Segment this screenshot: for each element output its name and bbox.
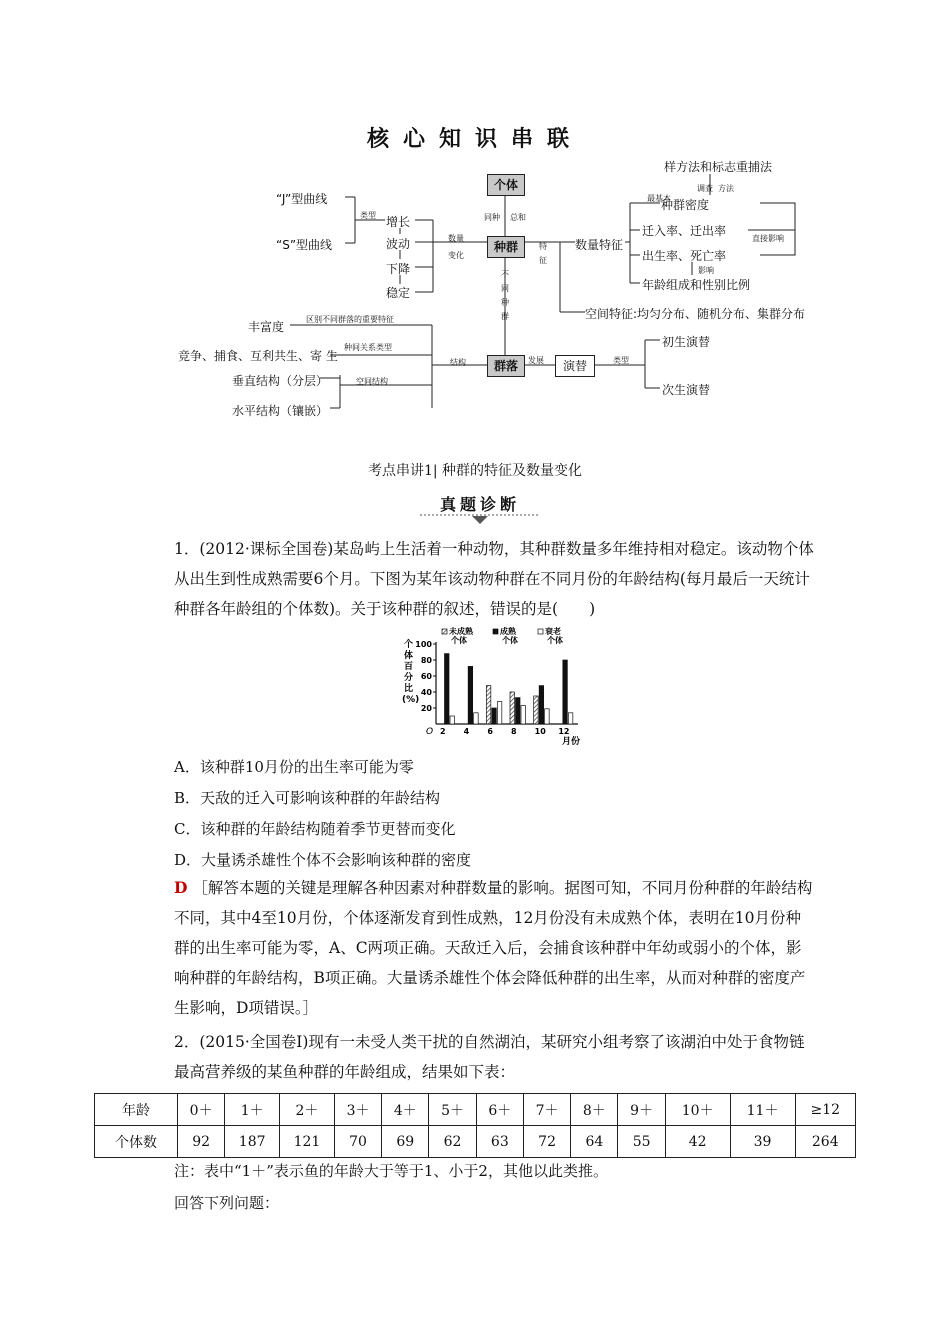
- birth-death-label: 出生率、死亡率: [642, 249, 727, 263]
- y-tick-label: 60: [420, 672, 432, 681]
- bar-0-10: [534, 696, 539, 724]
- spatial-structure-label: 空间结构: [356, 377, 388, 386]
- curve-type-label: 类型: [360, 211, 376, 220]
- count-cell: 69: [382, 1126, 429, 1158]
- age-cell: 5＋: [429, 1094, 476, 1126]
- bar-1-8: [516, 698, 521, 724]
- q1-explanation: ［解答本题的关键是理解各种因素对种群数量的影响。据图可知，不同月份种群的年龄结构不同，其中4至10月份，个体逐渐发育到性成熟，12月份没有未成熟个体，表明在10月份种群的出生率可能为零，A、C两项正确。天敌迁入后，会捕食该种群中年幼或弱小的个体，影响种群的年龄结构，B项正确。大量诱杀雄性个体会降低种群的出生率，从而对种群的密度产生影响，D项错误。］: [174, 879, 813, 1017]
- section-heading: 考点串讲1| 种群的特征及数量变化: [367, 463, 583, 479]
- structure-label: 结构: [450, 358, 466, 367]
- most-basic-label: 最基本: [647, 194, 671, 203]
- spatial-feature-label: 空间特征:均匀分布、随机分布、集群分布: [585, 307, 806, 321]
- vertical-structure-label: 垂直结构（分层）: [232, 374, 329, 388]
- x-tick-label: 6: [487, 727, 493, 736]
- bar-0-8: [510, 692, 515, 724]
- age-cell: 4＋: [382, 1094, 429, 1126]
- bar-0-6: [486, 686, 491, 724]
- age-cell: 1＋: [225, 1094, 280, 1126]
- count-cell: 42: [665, 1126, 730, 1158]
- decline-label: 下降: [386, 262, 411, 276]
- age-structure-chart: [398, 627, 588, 749]
- q1-explanation-block: [174, 873, 814, 1023]
- direct-impact-label: 直接影响: [752, 234, 784, 243]
- age-table: [94, 1093, 856, 1158]
- count-cell: 72: [523, 1126, 570, 1158]
- total-sum-label: 总和: [510, 213, 526, 222]
- page-title: 核心知识串联: [366, 127, 583, 152]
- interactions-label: 竞争、捕食、互利共生、寄 生: [178, 349, 338, 363]
- bar-2-2: [450, 716, 455, 724]
- q2-text: 2．(2015·全国卷Ⅰ)现有一未受人类干扰的自然湖泊，某研究小组考察了该湖泊中处于食物链最高营养级的某鱼种群的年龄组成，结果如下表：: [174, 1033, 805, 1081]
- age-cell: 0＋: [178, 1094, 225, 1126]
- mindmap-lines: [0, 160, 950, 440]
- richness-note: 区别不同群落的重要特征: [306, 315, 394, 324]
- fluctuation-label: 波动: [386, 237, 411, 251]
- horizontal-structure-label: 水平结构（镶嵌）: [232, 404, 329, 418]
- legend-swatch: [538, 629, 543, 634]
- age-cell: 10＋: [665, 1094, 730, 1126]
- legend-swatch: [442, 629, 447, 634]
- individual-box: 个体: [487, 174, 525, 196]
- age-cell: 7＋: [523, 1094, 570, 1126]
- bar-1-4: [468, 666, 473, 724]
- x-axis-label: 月份: [562, 737, 581, 747]
- bar-2-12: [568, 713, 573, 724]
- age-cell: ≥12: [795, 1094, 856, 1126]
- q1-option-a: A．该种群10月份的出生率可能为零: [174, 758, 414, 776]
- count-cell: 121: [280, 1126, 335, 1158]
- bar-2-10: [545, 709, 550, 724]
- s-curve-label: “S”型曲线: [276, 238, 333, 252]
- x-tick-label: 4: [463, 727, 470, 736]
- count-cell: 62: [429, 1126, 476, 1158]
- count-cell: 70: [334, 1126, 381, 1158]
- diagnosis-title: 真题诊断: [440, 495, 521, 514]
- count-cell: 55: [618, 1126, 665, 1158]
- count-cell: 92: [178, 1126, 225, 1158]
- legend-label: 成熟个体: [500, 627, 518, 645]
- diagnosis-underline: [420, 512, 540, 526]
- density-label: 种群密度: [661, 198, 710, 212]
- origin-label: O: [426, 727, 434, 737]
- j-curve-label: “J”型曲线: [276, 192, 328, 206]
- age-row: [95, 1094, 856, 1126]
- y-tick-label: 80: [420, 656, 432, 665]
- count-cell: 264: [795, 1126, 856, 1158]
- x-tick-label: 12: [558, 727, 570, 736]
- secondary-succession-label: 次生演替: [662, 383, 711, 397]
- bar-1-10: [539, 686, 544, 724]
- age-cell: 9＋: [618, 1094, 665, 1126]
- q1-option-b: B．天敌的迁入可影响该种群的年龄结构: [174, 789, 441, 807]
- legend-label: 衰老个体: [545, 627, 563, 645]
- count-cell: 187: [225, 1126, 280, 1158]
- change-label: 变化: [448, 251, 464, 260]
- diff-species-label: 不同种群: [501, 270, 509, 321]
- q2-prompt: 回答下列问题：: [174, 1194, 280, 1212]
- count-cell: 39: [730, 1126, 795, 1158]
- y-tick-label: 20: [420, 704, 432, 713]
- impact-label: 影响: [698, 266, 714, 275]
- development-label: 发展: [528, 356, 544, 365]
- y-tick-label: 100: [415, 640, 432, 649]
- method-label: 方法: [718, 184, 734, 193]
- age-cell: 2＋: [280, 1094, 335, 1126]
- x-tick-label: 8: [511, 727, 517, 736]
- age-header: 年龄: [95, 1094, 178, 1126]
- succession-type-label: 类型: [613, 356, 629, 365]
- bar-1-6: [492, 708, 497, 724]
- count-header: 个体数: [95, 1126, 178, 1158]
- q1-option-d: D．大量诱杀雄性个体不会影响该种群的密度: [174, 851, 472, 869]
- x-tick-label: 10: [534, 727, 546, 736]
- bar-1-2: [445, 654, 450, 724]
- count-cell: 64: [571, 1126, 618, 1158]
- age-cell: 3＋: [334, 1094, 381, 1126]
- community-box: 群落: [487, 355, 525, 377]
- y-tick-label: 40: [420, 688, 432, 697]
- q2-note: 注：表中“1＋”表示鱼的年龄大于等于1、小于2，其他以此类推。: [174, 1162, 608, 1180]
- bar-2-6: [497, 702, 502, 724]
- q1-answer: D: [174, 878, 188, 897]
- age-cell: 11＋: [730, 1094, 795, 1126]
- growth-label: 增长: [386, 215, 411, 229]
- migration-label: 迁入率、迁出率: [642, 224, 727, 238]
- q1-option-c: C．该种群的年龄结构随着季节更替而变化: [174, 820, 456, 838]
- succession-box: 演替: [555, 355, 595, 377]
- quantity-feature-label: 数量特征: [575, 238, 624, 252]
- sample-method-label: 样方法和标志重捕法: [664, 160, 773, 174]
- quantity-label: 数量: [448, 234, 464, 243]
- richness-label: 丰富度: [248, 320, 285, 334]
- interactions-note: 种间关系类型: [344, 343, 392, 352]
- survey-label: 调查: [697, 184, 713, 193]
- population-box: 种群: [487, 236, 525, 258]
- feature-label: 特征: [539, 242, 547, 265]
- count-row: [95, 1126, 856, 1158]
- bar-2-8: [521, 706, 526, 724]
- bar-2-4: [474, 713, 479, 724]
- same-species-label: 同种: [484, 213, 500, 222]
- count-cell: 63: [476, 1126, 523, 1158]
- legend-label: 未成熟个体: [449, 627, 473, 645]
- x-tick-label: 2: [440, 727, 446, 736]
- age-cell: 8＋: [571, 1094, 618, 1126]
- age-sex-label: 年龄组成和性别比例: [642, 278, 751, 292]
- primary-succession-label: 初生演替: [662, 335, 711, 349]
- age-cell: 6＋: [476, 1094, 523, 1126]
- stable-label: 稳定: [386, 286, 411, 300]
- q1-text: 1．(2012·课标全国卷)某岛屿上生活着一种动物，其种群数量多年维持相对稳定。该动物个体从出生到性成熟需要6个月。下图为某年该动物种群在不同月份的年龄结构(每月最后一天统计种群各年龄组的个体数)。关于该种群的叙述，错误的是( ): [174, 540, 814, 618]
- y-axis-label: 个体百分比(%): [402, 640, 420, 705]
- legend-swatch: [493, 629, 498, 634]
- bar-1-12: [563, 660, 568, 724]
